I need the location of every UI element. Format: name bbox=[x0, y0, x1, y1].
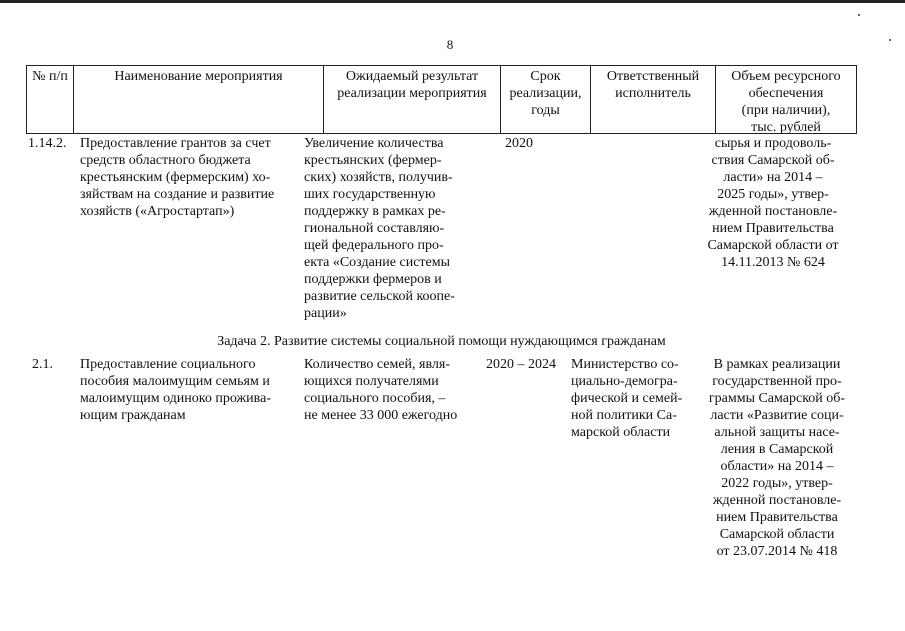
row-1-term: 2020 bbox=[505, 136, 533, 151]
header-name: Наименование мероприятия bbox=[73, 66, 323, 133]
header-resources: Объем ресурсного обеспечения (при наличии), тыс. рублей bbox=[715, 66, 857, 133]
header-term: Срок реализации, годы bbox=[500, 66, 590, 133]
row-2-executor: Министерство со- циально-демогра- фической и семей- ной политики Са- марской области bbox=[571, 357, 683, 440]
header-num: № п/п bbox=[26, 66, 73, 133]
header-executor: Ответственный исполнитель bbox=[590, 66, 715, 133]
row-2-resources: В рамках реализации государственной про- граммы Самарской об- ласти «Развитие соци- альной защиты насе- ления в Самарской области» на 2014 – 2022 годы», утвер- жденной постановле- нием Правительства Самарской области от 23.07.2014 № 418 bbox=[708, 357, 846, 559]
row-2-num: 2.1. bbox=[32, 357, 53, 372]
scan-speck bbox=[858, 14, 860, 16]
scan-speck bbox=[889, 39, 891, 41]
scan-edge bbox=[0, 0, 905, 3]
row-2-name: Предоставление социального пособия малоимущим семьям и малоимущим одиноко прожива- ющим гражданам bbox=[80, 357, 271, 423]
table-header bbox=[26, 65, 857, 134]
page-number: 8 bbox=[446, 37, 454, 52]
row-2-result: Количество семей, явля- ющихся получателями социального пособия, – не менее 33 000 ежегодно bbox=[304, 357, 458, 423]
row-1-resources: сырья и продоволь- ствия Самарской об- ласти» на 2014 – 2025 годы», утвер- жденной постановле- нием Правительства Самарской области от 14.11.2013 № 624 bbox=[707, 136, 839, 270]
row-2-term: 2020 – 2024 bbox=[486, 357, 556, 372]
task-heading: Задача 2. Развитие системы социальной помощи нуждающимся гражданам bbox=[217, 334, 666, 349]
header-result: Ожидаемый результат реализации мероприятия bbox=[323, 66, 500, 133]
row-1-result: Увеличение количества крестьянских (фермер- ских) хозяйств, получив- ших государственную поддержку в рамках ре- гиональной составляю- щей федерального про- екта «Создание системы поддержки фермеров и развитие сельской коопе- рации» bbox=[304, 136, 455, 321]
row-1-name: Предоставление грантов за счет средств областного бюджета крестьянским (фермерским) хо- зяйствам на создание и развитие хозяйств («Агростартап») bbox=[80, 136, 275, 219]
row-1-num: 1.14.2. bbox=[28, 136, 67, 151]
